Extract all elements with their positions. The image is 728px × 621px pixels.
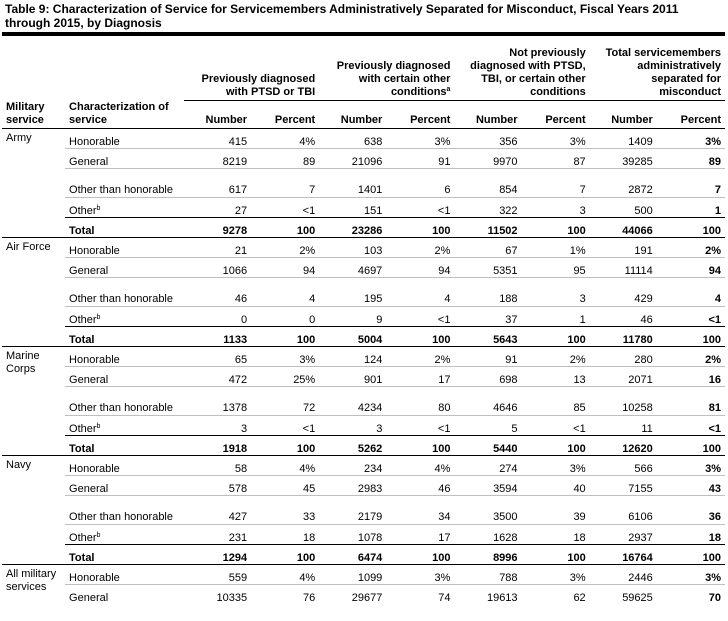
percent-cell: 2% — [569, 353, 586, 366]
number-cell: 11114 — [590, 257, 657, 277]
number-cell: 356 — [499, 135, 518, 148]
number-cell: 1409 — [628, 135, 653, 148]
number-cell: 566 — [634, 462, 653, 475]
percent-cell: <1 — [386, 197, 454, 217]
percent-cell: 0 — [251, 306, 319, 326]
percent-cell: 100 — [386, 544, 454, 564]
number-cell: 4646 — [454, 386, 521, 415]
number-cell: 9 — [319, 306, 386, 326]
number-cell: 427 — [184, 495, 251, 524]
number-cell: 3 — [184, 415, 251, 435]
number-cell: 2937 — [590, 524, 657, 544]
characterization-cell: Honorable — [69, 244, 120, 257]
number-cell: 559 — [228, 571, 248, 584]
table-row — [2, 455, 725, 475]
data-table — [2, 36, 725, 604]
percent-cell: 85 — [522, 386, 590, 415]
number-cell: 1378 — [184, 386, 251, 415]
percent-cell: 74 — [386, 584, 454, 604]
number-cell: 11780 — [590, 326, 657, 346]
header-group-not-diagnosed: Not previously diagnosed with PTSD, TBI, or certain other conditions — [454, 36, 589, 101]
percent-cell: 100 — [522, 435, 590, 455]
number-cell: 274 — [499, 462, 518, 475]
number-cell: 6106 — [590, 495, 657, 524]
percent-cell: 4% — [299, 135, 316, 148]
characterization-cell: Other$^b$ — [65, 306, 184, 326]
percent-cell: 3% — [299, 353, 316, 366]
characterization-cell: Other$^b$ — [65, 415, 184, 435]
header-group-other-conditions: Previously diagnosed with certain other conditions$^a$ — [319, 36, 454, 101]
number-cell: 5004 — [319, 326, 386, 346]
table-row — [2, 277, 725, 306]
percent-cell: 36 — [657, 495, 725, 524]
percent-cell: 76 — [251, 584, 319, 604]
percent-cell: 3% — [434, 571, 451, 584]
number-cell: 16764 — [590, 544, 657, 564]
percent-cell: 6 — [386, 168, 454, 197]
table-row — [2, 435, 725, 455]
table-row — [2, 326, 725, 346]
table-row — [2, 544, 725, 564]
header-number: Number — [184, 101, 251, 129]
number-cell: 21 — [234, 244, 248, 257]
percent-cell: 100 — [386, 326, 454, 346]
number-cell: 1078 — [319, 524, 386, 544]
number-cell: 10335 — [184, 584, 251, 604]
number-cell: 3 — [319, 415, 386, 435]
number-cell: 2446 — [628, 571, 653, 584]
percent-cell: 3% — [434, 135, 451, 148]
number-cell: 5351 — [454, 257, 521, 277]
number-cell: 280 — [634, 353, 653, 366]
number-cell: 65 — [234, 353, 248, 366]
percent-cell: 7 — [251, 168, 319, 197]
number-cell: 91 — [505, 353, 518, 366]
header-number: Number — [454, 101, 521, 129]
percent-cell: 2% — [705, 244, 721, 257]
percent-cell: 46 — [386, 475, 454, 495]
header-blank-1 — [2, 36, 65, 101]
number-cell: 11502 — [454, 217, 521, 237]
military-service-label: Army — [2, 128, 65, 237]
characterization-cell: Total — [65, 217, 184, 237]
number-cell: 8219 — [184, 148, 251, 168]
percent-cell: 16 — [657, 366, 725, 386]
percent-cell: 100 — [522, 326, 590, 346]
percent-cell: 4 — [251, 277, 319, 306]
number-cell: 11 — [590, 415, 657, 435]
percent-cell: 17 — [386, 524, 454, 544]
percent-cell: 100 — [251, 217, 319, 237]
percent-cell: 4% — [299, 462, 316, 475]
characterization-cell: Honorable — [69, 462, 120, 475]
percent-cell: 4 — [386, 277, 454, 306]
table-row — [2, 168, 725, 197]
number-cell: 3594 — [454, 475, 521, 495]
table-row — [2, 237, 725, 257]
header-percent: Percent — [657, 101, 725, 129]
percent-cell: 2% — [705, 353, 721, 366]
number-cell: 1401 — [319, 168, 386, 197]
number-cell: 429 — [590, 277, 657, 306]
percent-cell: 100 — [657, 544, 725, 564]
number-cell: 2983 — [319, 475, 386, 495]
characterization-cell: Other than honorable — [65, 386, 184, 415]
percent-cell: <1 — [251, 197, 319, 217]
table-title: Table 9: Characterization of Service for Servicemembers Administratively Separated for Misconduct, Fiscal Years 2011 through 2015, by Diagnosis — [5, 2, 679, 30]
percent-cell: 4 — [657, 277, 725, 306]
number-cell: 195 — [319, 277, 386, 306]
number-cell: 234 — [363, 462, 383, 475]
number-cell: 39285 — [590, 148, 657, 168]
header-military-service: Military service — [2, 101, 65, 129]
percent-cell: 81 — [657, 386, 725, 415]
military-service-label: Air Force — [2, 237, 65, 346]
number-cell: 231 — [184, 524, 251, 544]
percent-cell: 40 — [522, 475, 590, 495]
percent-cell: 72 — [251, 386, 319, 415]
table-row — [2, 306, 725, 326]
table-row — [2, 346, 725, 366]
percent-cell: 3% — [569, 571, 586, 584]
percent-cell: 1 — [522, 306, 590, 326]
number-cell: 23286 — [319, 217, 386, 237]
characterization-cell: Other than honorable — [65, 495, 184, 524]
percent-cell: 2% — [434, 244, 451, 257]
military-service-label: Navy — [2, 455, 65, 564]
percent-cell: 89 — [657, 148, 725, 168]
number-cell: 5643 — [454, 326, 521, 346]
number-cell: 1918 — [184, 435, 251, 455]
table-row — [2, 415, 725, 435]
number-cell: 1066 — [184, 257, 251, 277]
percent-cell: 7 — [522, 168, 590, 197]
percent-cell: 45 — [251, 475, 319, 495]
percent-cell: 94 — [251, 257, 319, 277]
table-row — [2, 217, 725, 237]
percent-cell: 100 — [251, 435, 319, 455]
percent-cell: 34 — [386, 495, 454, 524]
header-number: Number — [319, 101, 386, 129]
number-cell: 2179 — [319, 495, 386, 524]
percent-cell: 39 — [522, 495, 590, 524]
number-cell: 1099 — [357, 571, 383, 584]
number-cell: 788 — [499, 571, 518, 584]
characterization-cell: General — [65, 366, 184, 386]
characterization-cell: Honorable — [69, 135, 120, 148]
percent-cell: 100 — [386, 435, 454, 455]
table-row — [2, 475, 725, 495]
number-cell: 322 — [454, 197, 521, 217]
percent-cell: 3% — [569, 135, 586, 148]
number-cell: 1133 — [184, 326, 251, 346]
header-percent: Percent — [522, 101, 590, 129]
table-row — [2, 524, 725, 544]
percent-cell: 3% — [705, 571, 721, 584]
number-cell: 698 — [454, 366, 521, 386]
number-cell: 5262 — [319, 435, 386, 455]
percent-cell: 100 — [657, 435, 725, 455]
percent-cell: 89 — [251, 148, 319, 168]
header-group-ptsd-tbi: Previously diagnosed with PTSD or TBI — [184, 36, 319, 101]
percent-cell: 33 — [251, 495, 319, 524]
number-cell: 1628 — [454, 524, 521, 544]
characterization-cell: Other than honorable — [65, 277, 184, 306]
percent-cell: 1 — [657, 197, 725, 217]
number-cell: 191 — [634, 244, 653, 257]
table-body — [2, 128, 725, 604]
number-cell: 2872 — [590, 168, 657, 197]
percent-cell: 18 — [251, 524, 319, 544]
percent-cell: 25% — [251, 366, 319, 386]
number-cell: 1294 — [184, 544, 251, 564]
military-service-label: All military services — [6, 567, 57, 593]
number-cell: 500 — [590, 197, 657, 217]
percent-cell: 7 — [657, 168, 725, 197]
table-row — [2, 128, 725, 148]
number-cell: 0 — [184, 306, 251, 326]
percent-cell: <1 — [251, 415, 319, 435]
percent-cell: 2% — [299, 244, 316, 257]
number-cell: 67 — [505, 244, 518, 257]
percent-cell: <1 — [522, 415, 590, 435]
header-blank-2 — [65, 36, 184, 101]
header-percent: Percent — [251, 101, 319, 129]
percent-cell: 100 — [522, 544, 590, 564]
number-cell: 9278 — [184, 217, 251, 237]
percent-cell: 4% — [434, 462, 451, 475]
number-cell: 578 — [184, 475, 251, 495]
characterization-cell: Honorable — [69, 571, 120, 584]
number-cell: 5 — [454, 415, 521, 435]
number-cell: 188 — [454, 277, 521, 306]
number-cell: 3500 — [454, 495, 521, 524]
number-cell: 46 — [590, 306, 657, 326]
table-row — [2, 148, 725, 168]
number-cell: 415 — [228, 135, 248, 148]
percent-cell: 3% — [569, 462, 586, 475]
percent-cell: 100 — [657, 217, 725, 237]
percent-cell: 3 — [522, 277, 590, 306]
table-row — [2, 366, 725, 386]
characterization-cell: Honorable — [69, 353, 120, 366]
number-cell: 124 — [363, 353, 383, 366]
number-cell: 151 — [319, 197, 386, 217]
number-cell: 854 — [454, 168, 521, 197]
percent-cell: 1% — [569, 244, 586, 257]
percent-cell: 80 — [386, 386, 454, 415]
percent-cell: <1 — [386, 415, 454, 435]
percent-cell: 91 — [386, 148, 454, 168]
number-cell: 44066 — [590, 217, 657, 237]
characterization-cell: Other$^b$ — [65, 524, 184, 544]
header-percent: Percent — [386, 101, 454, 129]
percent-cell: 100 — [657, 326, 725, 346]
number-cell: 5440 — [454, 435, 521, 455]
number-cell: 46 — [184, 277, 251, 306]
number-cell: 901 — [319, 366, 386, 386]
military-service-label: Marine Corps — [2, 346, 65, 455]
number-cell: 638 — [363, 135, 383, 148]
characterization-cell: Total — [65, 435, 184, 455]
percent-cell: 70 — [657, 584, 725, 604]
percent-cell: 94 — [657, 257, 725, 277]
table-row — [2, 584, 725, 604]
number-cell: 37 — [454, 306, 521, 326]
number-cell: 29677 — [319, 584, 386, 604]
header-number: Number — [590, 101, 657, 129]
number-cell: 21096 — [319, 148, 386, 168]
number-cell: 10258 — [590, 386, 657, 415]
number-cell: 8996 — [454, 544, 521, 564]
characterization-cell: General — [65, 257, 184, 277]
percent-cell: 18 — [522, 524, 590, 544]
number-cell: 6474 — [319, 544, 386, 564]
percent-cell: 62 — [522, 584, 590, 604]
percent-cell: 4% — [299, 571, 316, 584]
number-cell: 12620 — [590, 435, 657, 455]
characterization-cell: Total — [65, 544, 184, 564]
percent-cell: 100 — [522, 217, 590, 237]
percent-cell: <1 — [386, 306, 454, 326]
number-cell: 4234 — [319, 386, 386, 415]
header-group-total: Total servicemembers administratively separated for misconduct — [590, 36, 725, 101]
number-cell: 19613 — [454, 584, 521, 604]
percent-cell: 17 — [386, 366, 454, 386]
characterization-cell: General — [65, 475, 184, 495]
percent-cell: 87 — [522, 148, 590, 168]
percent-cell: 95 — [522, 257, 590, 277]
number-cell: 103 — [363, 244, 383, 257]
characterization-cell: Other$^b$ — [65, 197, 184, 217]
table-row — [2, 197, 725, 217]
percent-cell: 3 — [522, 197, 590, 217]
percent-cell: 13 — [522, 366, 590, 386]
percent-cell: 3% — [705, 135, 721, 148]
characterization-cell: Other than honorable — [65, 168, 184, 197]
number-cell: 59625 — [590, 584, 657, 604]
number-cell: 4697 — [319, 257, 386, 277]
number-cell: 7155 — [590, 475, 657, 495]
percent-cell: 100 — [251, 544, 319, 564]
percent-cell: 3% — [705, 462, 721, 475]
percent-cell: 94 — [386, 257, 454, 277]
percent-cell: 43 — [657, 475, 725, 495]
table-row — [2, 257, 725, 277]
number-cell: 617 — [184, 168, 251, 197]
table-row — [2, 564, 725, 584]
number-cell: 58 — [234, 462, 248, 475]
percent-cell: 18 — [657, 524, 725, 544]
table-row — [2, 386, 725, 415]
percent-cell: <1 — [657, 306, 725, 326]
characterization-cell: Total — [65, 326, 184, 346]
characterization-cell: General — [65, 584, 184, 604]
number-cell: 472 — [184, 366, 251, 386]
percent-cell: 2% — [434, 353, 451, 366]
percent-cell: 100 — [251, 326, 319, 346]
table-row — [2, 495, 725, 524]
percent-cell: 100 — [386, 217, 454, 237]
characterization-cell: General — [65, 148, 184, 168]
number-cell: 27 — [184, 197, 251, 217]
header-characterization: Characterization of service — [65, 101, 184, 129]
number-cell: 2071 — [590, 366, 657, 386]
number-cell: 9970 — [454, 148, 521, 168]
percent-cell: <1 — [657, 415, 725, 435]
